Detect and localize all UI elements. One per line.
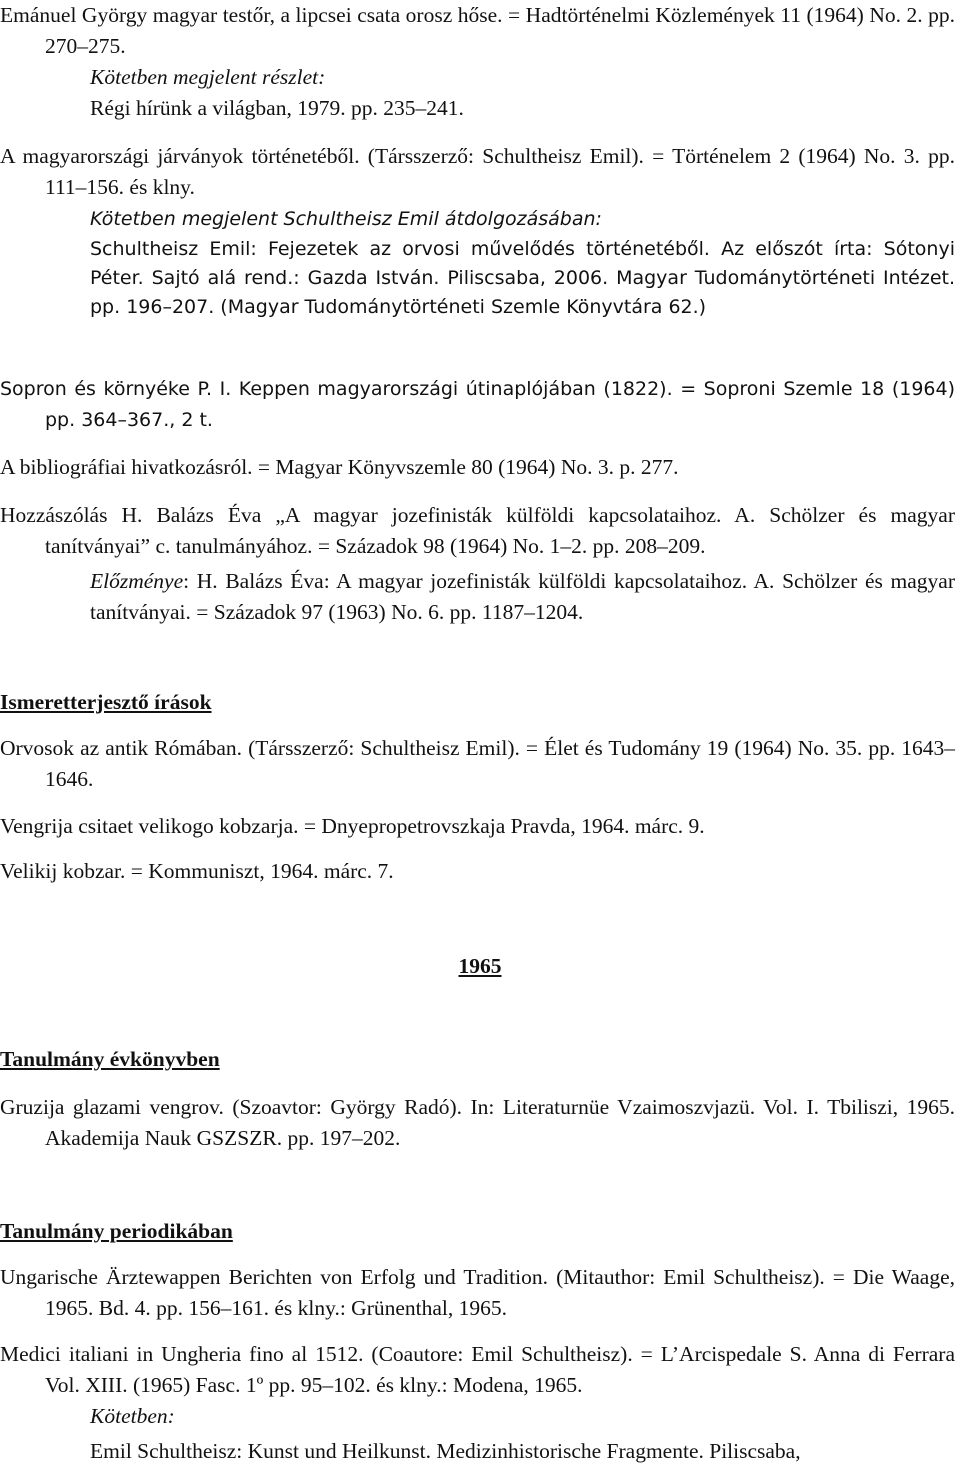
entry-medici <box>0 1339 955 1467</box>
sub-text: Schultheisz Emil: Fejezetek az orvosi művelődés történetéből. Az előszót írta: Sótonyi Péter. Sajtó alá rend.: Gazda István. Piliscsaba, 2006. Magyar Tudománytörténeti Intézet. pp. 196–207. (Magyar Tudománytörténeti Szemle Könyvtára 62.) <box>90 238 955 318</box>
entry-text: Orvosok az antik Rómában. (Társszerző: Schultheisz Emil). = Élet és Tudomány 19 (1964) No. 35. pp. 1643–1646. <box>0 736 955 791</box>
entry-text: Sopron és környéke P. I. Keppen magyarországi útinaplójában (1822). = Soproni Szemle 18 (1964) pp. 364–367., 2 t. <box>0 378 955 431</box>
entry-velikij <box>0 856 955 887</box>
sub-label: Kötetben megjelent részlet: <box>90 65 326 89</box>
entry-jarvanyok <box>0 141 955 322</box>
entry-orvosok <box>0 733 955 795</box>
entry-vengrija <box>0 811 955 842</box>
sub-label: Kötetben megjelent Schultheisz Emil átdolgozásában: <box>90 208 602 230</box>
entry-text: A magyarországi járványok történetéből. (Társszerző: Schultheisz Emil). = Történelem 2 (1964) No. 3. pp. 111–156. és klny. <box>0 144 955 199</box>
entry-text: Medici italiani in Ungheria fino al 1512. (Coautore: Emil Schultheisz). = L’Arcispedale S. Anna di Ferrara Vol. XIII. (1965) Fasc. 1º pp. 95–102. és klny.: Modena, 1965. <box>0 1342 955 1397</box>
year-heading: 1965 <box>458 954 502 978</box>
entry-text: Vengrija csitaet velikogo kobzarja. = Dnyepropetrovszkaja Pravda, 1964. márc. 9. <box>0 814 705 838</box>
heading-evkonyv: Tanulmány évkönyvben <box>0 1047 220 1071</box>
entry-text: Emánuel György magyar testőr, a lipcsei csata orosz hőse. = Hadtörténelmi Közlemények 11 (1964) No. 2. pp. 270–275. <box>0 3 955 58</box>
entry-text: Velikij kobzar. = Kommuniszt, 1964. márc. 7. <box>0 859 394 883</box>
entry-text: Hozzászólás H. Balázs Éva „A magyar jozefinisták külföldi kapcsolataihoz. A. Schölzer és magyar tanítványai” c. tanulmányához. = Századok 98 (1964) No. 1–2. pp. 208–209. <box>0 503 955 558</box>
sub-text: Régi hírünk a világban, 1979. pp. 235–241. <box>90 96 464 120</box>
entry-text: A bibliográfiai hivatkozásról. = Magyar Könyvszemle 80 (1964) No. 3. p. 277. <box>0 455 679 479</box>
entry-sopron <box>0 374 955 436</box>
entry-text: Ungarische Ärztewappen Berichten von Erfolg und Tradition. (Mitauthor: Emil Schultheisz). = Die Waage, 1965. Bd. 4. pp. 156–161. és klny.: Grünenthal, 1965. <box>0 1265 955 1320</box>
entry-hadtortenelmi <box>0 0 955 124</box>
heading-periodika: Tanulmány periodikában <box>0 1219 233 1243</box>
entry-arztewappen <box>0 1262 955 1324</box>
sub-text <box>0 566 955 628</box>
sub-label: Kötetben: <box>90 1404 175 1428</box>
entry-gruzija <box>0 1092 955 1154</box>
entry-hozzaszolas <box>0 500 955 628</box>
entry-text: Gruzija glazami vengrov. (Szoavtor: György Radó). In: Literaturnüe Vzaimoszvjazü. Vol. I. Tbiliszi, 1965. Akademija Nauk GSZSZR. pp. 197–202. <box>0 1095 955 1150</box>
entry-bibliografiai <box>0 452 955 483</box>
heading-ismeretterjeszto: Ismeretterjesztő írások <box>0 690 212 714</box>
sub-body: : H. Balázs Éva: A magyar jozefinisták külföldi kapcsolataihoz. A. Schölzer és magyar tanítványai. = Századok 97 (1963) No. 6. pp. 1187–1204. <box>90 569 955 624</box>
sub-text: Emil Schultheisz: Kunst und Heilkunst. Medizinhistorische Fragmente. Piliscsaba, <box>90 1439 801 1463</box>
sub-label: Előzménye <box>90 569 184 593</box>
